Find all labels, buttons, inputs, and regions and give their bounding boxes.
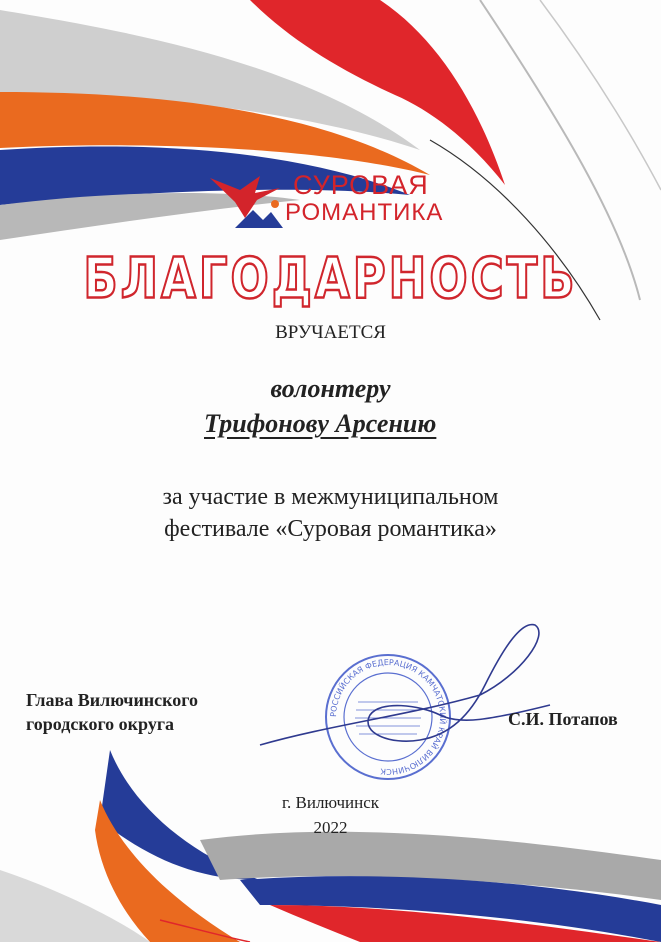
signatory-position: [26, 688, 198, 736]
position-line-1: Глава Вилючинского: [26, 690, 199, 710]
recipient-name: Трифонову Арсению: [204, 409, 437, 438]
festival-logo: [205, 168, 465, 230]
recipient-role: волонтеру: [270, 374, 391, 403]
eagle-mountain-icon: [205, 168, 285, 230]
position-line-2: городского округа: [26, 714, 174, 734]
thin-line-2: [540, 0, 661, 190]
awarded-label: ВРУЧАЕТСЯ: [275, 322, 386, 343]
signatory-name: С.И. Потапов: [508, 709, 618, 729]
issue-place: [0, 790, 661, 840]
reason-line-1: за участие в межмуниципальном: [162, 484, 499, 510]
issue-city: г. Вилючинск: [281, 793, 380, 812]
handwritten-signature: [250, 615, 570, 765]
reason-line-2: фестивале «Суровая романтика»: [164, 516, 497, 542]
issue-year: 2022: [313, 818, 348, 837]
logo-line-1: СУРОВАЯ: [293, 170, 429, 200]
certificate-title: БЛАГОДАРНОСТЬ: [83, 245, 578, 312]
seal-text: РОССИЙСКАЯ ФЕДЕРАЦИЯ КАМЧАТСКИЙ КРАЙ ВИЛЮЧИНСК: [328, 657, 448, 777]
logo-line-2: РОМАНТИКА: [285, 199, 444, 226]
award-reason: [0, 481, 661, 545]
